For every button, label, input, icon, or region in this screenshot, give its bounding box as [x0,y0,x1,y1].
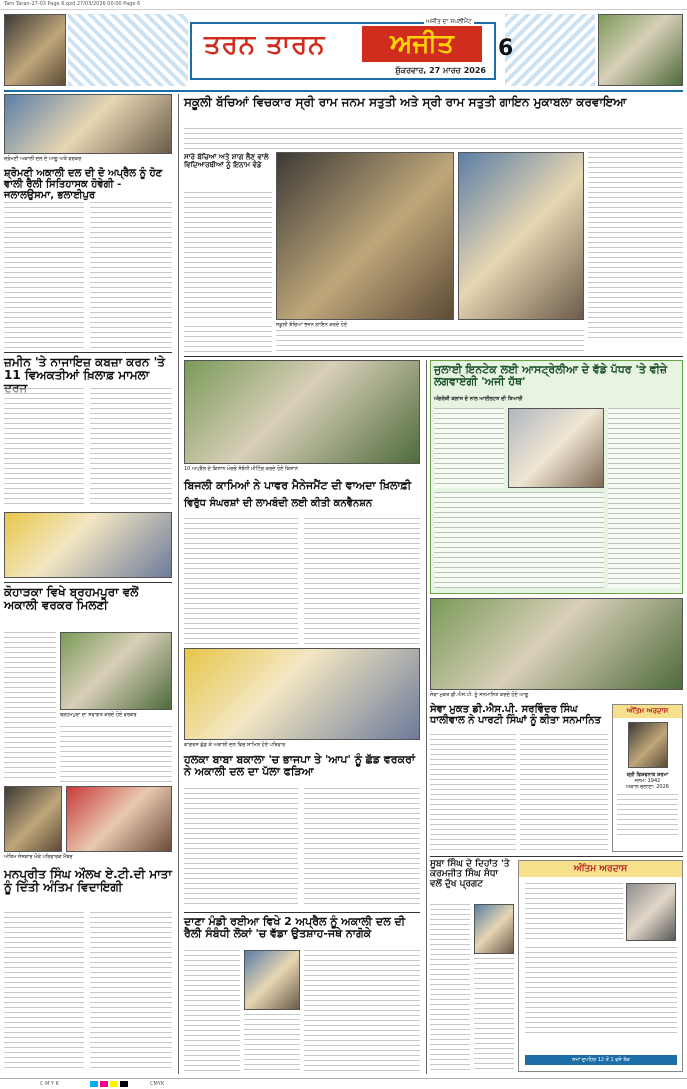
left-story4-headline: ਮਨਪ੍ਰੀਤ ਸਿੰਘ ਔਲਖ ਏ.ਟੀ.ਦੀ ਮਾਤਾ ਨੂੰ ਦਿੱਤੀ ਅੰਤਿਮ ਵਿਦਾਇਗੀ [4,867,172,895]
left-story3-col1 [4,632,56,782]
main-story-caption: ਸਕੂਲੀ ਬੱਚਿਆਂ ਭਜਨ ਗਾਇਨ ਕਰਦੇ ਹੋਏ [276,322,348,328]
left-story4-photo1 [4,786,62,852]
left-story2-headline: ਜ਼ਮੀਨ 'ਤੇ ਨਾਜਾਇਜ਼ ਕਬਜ਼ਾ ਕਰਨ 'ਤੇ 11 ਵਿਅਕਤੀਆਂ ਖ਼ਿਲਾਫ਼ ਮਾਮਲਾ [4,355,165,383]
left-story3-col2 [60,726,172,782]
registration-swatches [90,1081,130,1089]
obituary-top [612,704,683,852]
left-story3-headline: ਕੋਹਾੜਕਾ ਵਿਖੇ ਬ੍ਰਹਮਪੁਰਾ ਵਲੋਂ ਅਕਾਲੀ ਵਰਕਰ ਮਿਲਣੀ [4,585,139,613]
right-story2-col2 [520,734,608,850]
divider [4,582,172,583]
center-photo1 [184,360,420,464]
masthead-pattern-right [505,14,595,86]
footer-cmyk-right: CMYK [150,1081,165,1087]
center-story3-col2 [244,1014,300,1072]
right-story1-col2 [608,408,680,588]
divider [184,912,420,913]
obituary-bottom [518,860,683,1072]
obituary-top-text [617,794,678,838]
left-story3-photo [60,632,172,710]
main-story-headline: ਸਕੂਲੀ ਬੱਚਿਆਂ ਵਿਚਕਾਰ ਸ੍ਰੀ ਰਾਮ ਜਨਮ ਸਤੁਤੀ ਅਤੇ ਸ੍ਰੀ ਰਾਮ ਸਤੁਤੀ ਗਾਇਨ ਮੁਕਾਬਲਾ ਕਰਵਾਇਆ [184,95,627,109]
obituary-top-born: ਜਨਮ: 1942 [634,778,661,784]
right-story3-portrait [474,904,514,954]
center-story1-headline2: ਵਿਰੁੱਧ ਸੰਘਰਸ਼ਾਂ ਦੀ ਲਾਮਬੰਦੀ ਲਈ ਕੀਤੀ ਕਨਵੈਨਸ਼ਨ [184,498,373,509]
footer-cmyk-left: C M Y K [40,1081,59,1087]
right-story1-col1 [434,408,504,488]
center-caption1: 10 ਅਪ੍ਰੈਲ ਦੇ ਕਿਸਾਨ ਮੋਰਚੇ ਸੰਬੰਧੀ ਮੀਟਿੰਗ ਕਰਦੇ ਹੋਏ ਕਿਸਾਨ [184,466,298,472]
left-story4-col2 [90,912,172,1072]
right-story1-photo [508,408,604,488]
main-story-lead [184,128,683,150]
main-story-photo1 [276,152,454,320]
obituary-bottom-portrait [626,883,676,941]
divider [4,352,172,353]
masthead-logo [190,18,496,80]
center-story1-headline1: ਬਿਜਲੀ ਕਾਮਿਆਂ ਨੇ ਪਾਵਰ ਮੈਨੇਜਮੈਂਟ ਦੀ ਵਾਅਦਾ ਖ਼ਿਲਾਫ਼ੀ [184,479,412,492]
center-caption2: ਕਾਂਗਰਸ ਛੱਡ ਕੇ ਅਕਾਲੀ ਦਲ ਵਿਚ ਸ਼ਾਮਿਲ ਹੋਏ ਪਰਿਵਾਰ [184,742,286,748]
main-story-col-right [588,152,683,338]
left-story2-col2 [90,388,172,508]
center-story3-headline: ਦਾਣਾ ਮੰਡੀ ਰਈਆ ਵਿਖੇ 2 ਅਪ੍ਰੈਲ ਨੂੰ ਅਕਾਲੀ ਦਲ ਦੀ ਰੈਲੀ ਸੰਬੰਧੀ ਲੋਕਾਂ 'ਚ ਵੱਡਾ ਉਤਸ਼ਾਹ-ਜਥੇ ਨਾਗੋਕੇ [184,915,406,941]
masthead-temple-photo [4,14,66,86]
left-story4-photo2 [66,786,172,852]
divider [430,856,683,857]
left-story1-col1 [4,202,84,348]
right-story3-col2 [474,958,514,1072]
masthead-building-photo [598,14,683,86]
right-story3-headline: ਸੂਬਾ ਸਿੰਘ ਦੇ ਦਿਹਾਂਤ 'ਤੇ ਕਰਮਜੀਤ ਸਿੰਘ ਸੰਧਾ ਵਲੋਂ ਦੁੱਖ ਪ੍ਰਗਟ [430,859,510,889]
masthead-tagline: ਅਜੀਤ ਦਾ ਸਪਲੀਮੈਂਟ [426,18,472,25]
right-story1-sub: ਅੰਗਰੇਜ਼ੀ ਕਲਾਸ ਦੇ ਨਾਲ ਆਈਲਟਸ ਦੀ ਤਿਆਰੀ [434,396,523,402]
center-story2-col2 [304,788,420,908]
center-story1-col2 [304,518,420,644]
center-photo2 [184,648,420,740]
left-story3-caption: ਬ੍ਰਹਮਪੁਰਾ ਦਾ ਸਵਾਗਤ ਕਰਦੇ ਹੋਏ ਵਰਕਰ [60,712,137,718]
masthead-title-city: ਤਰਨ ਤਾਰਨ [204,30,326,60]
obituary-bottom-intro [525,883,623,941]
page-number: 6 [498,36,514,61]
column-rule [178,94,179,1074]
main-story-photo2 [458,152,584,320]
masthead-title-ajit: ਅਜੀਤ [362,26,482,62]
center-story3-portrait [244,950,300,1010]
column-rule [426,360,427,1074]
left-top-caption: ਸ਼੍ਰੋਮਣੀ ਅਕਾਲੀ ਦਲ ਦੇ ਆਗੂ ਅਤੇ ਵਰਕਰ [4,156,82,162]
left-top-photo [4,94,172,154]
right-story1-headline: ਜੁਲਾਈ ਇਨਟੇਕ ਲਈ ਆਸਟ੍ਰੇਲੀਆ ਦੇ ਵੱਡੇ ਪੱਧਰ 'ਤੇ ਵੀਜ਼ੇ ਲਗਵਾਏਗੀ 'ਅਜੀ ਹੱਥ' [434,363,668,389]
masthead-date: ਸ਼ੁੱਕਰਵਾਰ, 27 ਮਾਰਚ 2026 [395,66,486,75]
obituary-bottom-title: ਅੰਤਿਮ ਅਰਦਾਸ [519,861,682,877]
obituary-bottom-text [525,947,677,1037]
obituary-top-portrait [628,722,668,768]
left-story4-caption: ਅੰਤਿਮ ਸੰਸਕਾਰ ਮੌਕੇ ਪਰਿਵਾਰਕ ਮੈਂਬਰ [4,854,73,860]
left-story1-col2 [90,202,172,348]
left-story2-photo [4,512,172,578]
main-story-col1 [184,192,272,322]
obituary-top-name: ਸ਼੍ਰੀ ਵਿਸ਼ਵਨਾਥ ਸ਼ਰਮਾ [626,772,669,778]
obituary-top-title: ਅੰਤਿਮ ਅਰਦਾਸ [613,705,682,718]
left-story1-headline: ਸ਼੍ਰੋਮਣੀ ਅਕਾਲੀ ਦਲ ਦੀ ਦੋ ਅਪ੍ਰੈਲ ਨੂੰ ਹੋਣ ਵਾਲੀ ਰੈਲੀ ਸਿਤਿਹਾਸਕ ਹੋਵੇਗੀ - ਜਲਾਲਉਸਮਾ, ਭਲਾਈਪੁਰ [4,168,163,201]
masthead-rule [4,90,683,92]
center-story2-col1 [184,788,298,908]
main-story-col1b [184,326,272,352]
obituary-top-died: ਅਕਾਲ ਚਲਾਣਾ: 2026 [626,784,669,790]
main-story-subhead: ਸਾਰੇ ਬੱਚਿਆਂ ਅਤੇ ਸ਼ਾਗ ਲੈਣ ਵਾਲੇ ਵਿਦਿਆਰਥੀਆਂ ਨੂੰ ਇਨਾਮ ਵੰਡੇ [184,153,269,169]
print-footer [0,1078,687,1089]
right-story2-col1 [430,734,516,850]
main-story-bottom [276,330,584,352]
divider [184,356,683,357]
center-story1-col1 [184,518,298,644]
center-story3-col1 [184,950,240,1072]
print-slug: Tarn Taran-27-03 Page 6.qxd 27/03/2026 00:00 Page 6 [0,0,687,10]
right-story2-headline: ਸੇਵਾ ਮੁਕਤ ਡੀ.ਐਸ.ਪੀ. ਸਰਵਿੰਦਰ ਸਿੰਘ ਧਾਲੀਵਾਲ ਨੇ ਪਾਰਟੀ ਸਿੰਘਾਂ ਨੂੰ ਕੀਤਾ ਸਨਮਾਨਿਤ [430,704,601,726]
right-photo2 [430,598,683,690]
left-story4-col1 [4,912,84,1072]
center-story3-col3 [304,950,420,1072]
left-story2-col1 [4,388,84,508]
right-story1-col3 [434,492,604,588]
masthead-pattern-left [68,14,188,86]
right-story3-col1 [430,904,470,1072]
center-story2-headline: ਹਲਕਾ ਬਾਬਾ ਬਕਾਲਾ 'ਚ ਭਾਜਪਾ ਤੇ 'ਆਪ' ਨੂੰ ਛੱਡ ਵਰਕਰਾਂ ਨੇ ਅਕਾਲੀ ਦਲ ਦਾ ਪੱਲਾ ਫੜਿਆ [184,753,416,779]
obituary-bottom-footer: ਸਮਾਂ ਦੁਪਹਿਰ 12 ਤੋਂ 1 ਵਜੇ ਤੱਕ [525,1055,677,1065]
right-caption1: ਸੇਵਾ ਮੁਕਤ ਡੀ.ਐਸ.ਪੀ. ਨੂੰ ਸਨਮਾਨਿਤ ਕਰਦੇ ਹੋਏ ਆਗੂ [430,692,529,698]
